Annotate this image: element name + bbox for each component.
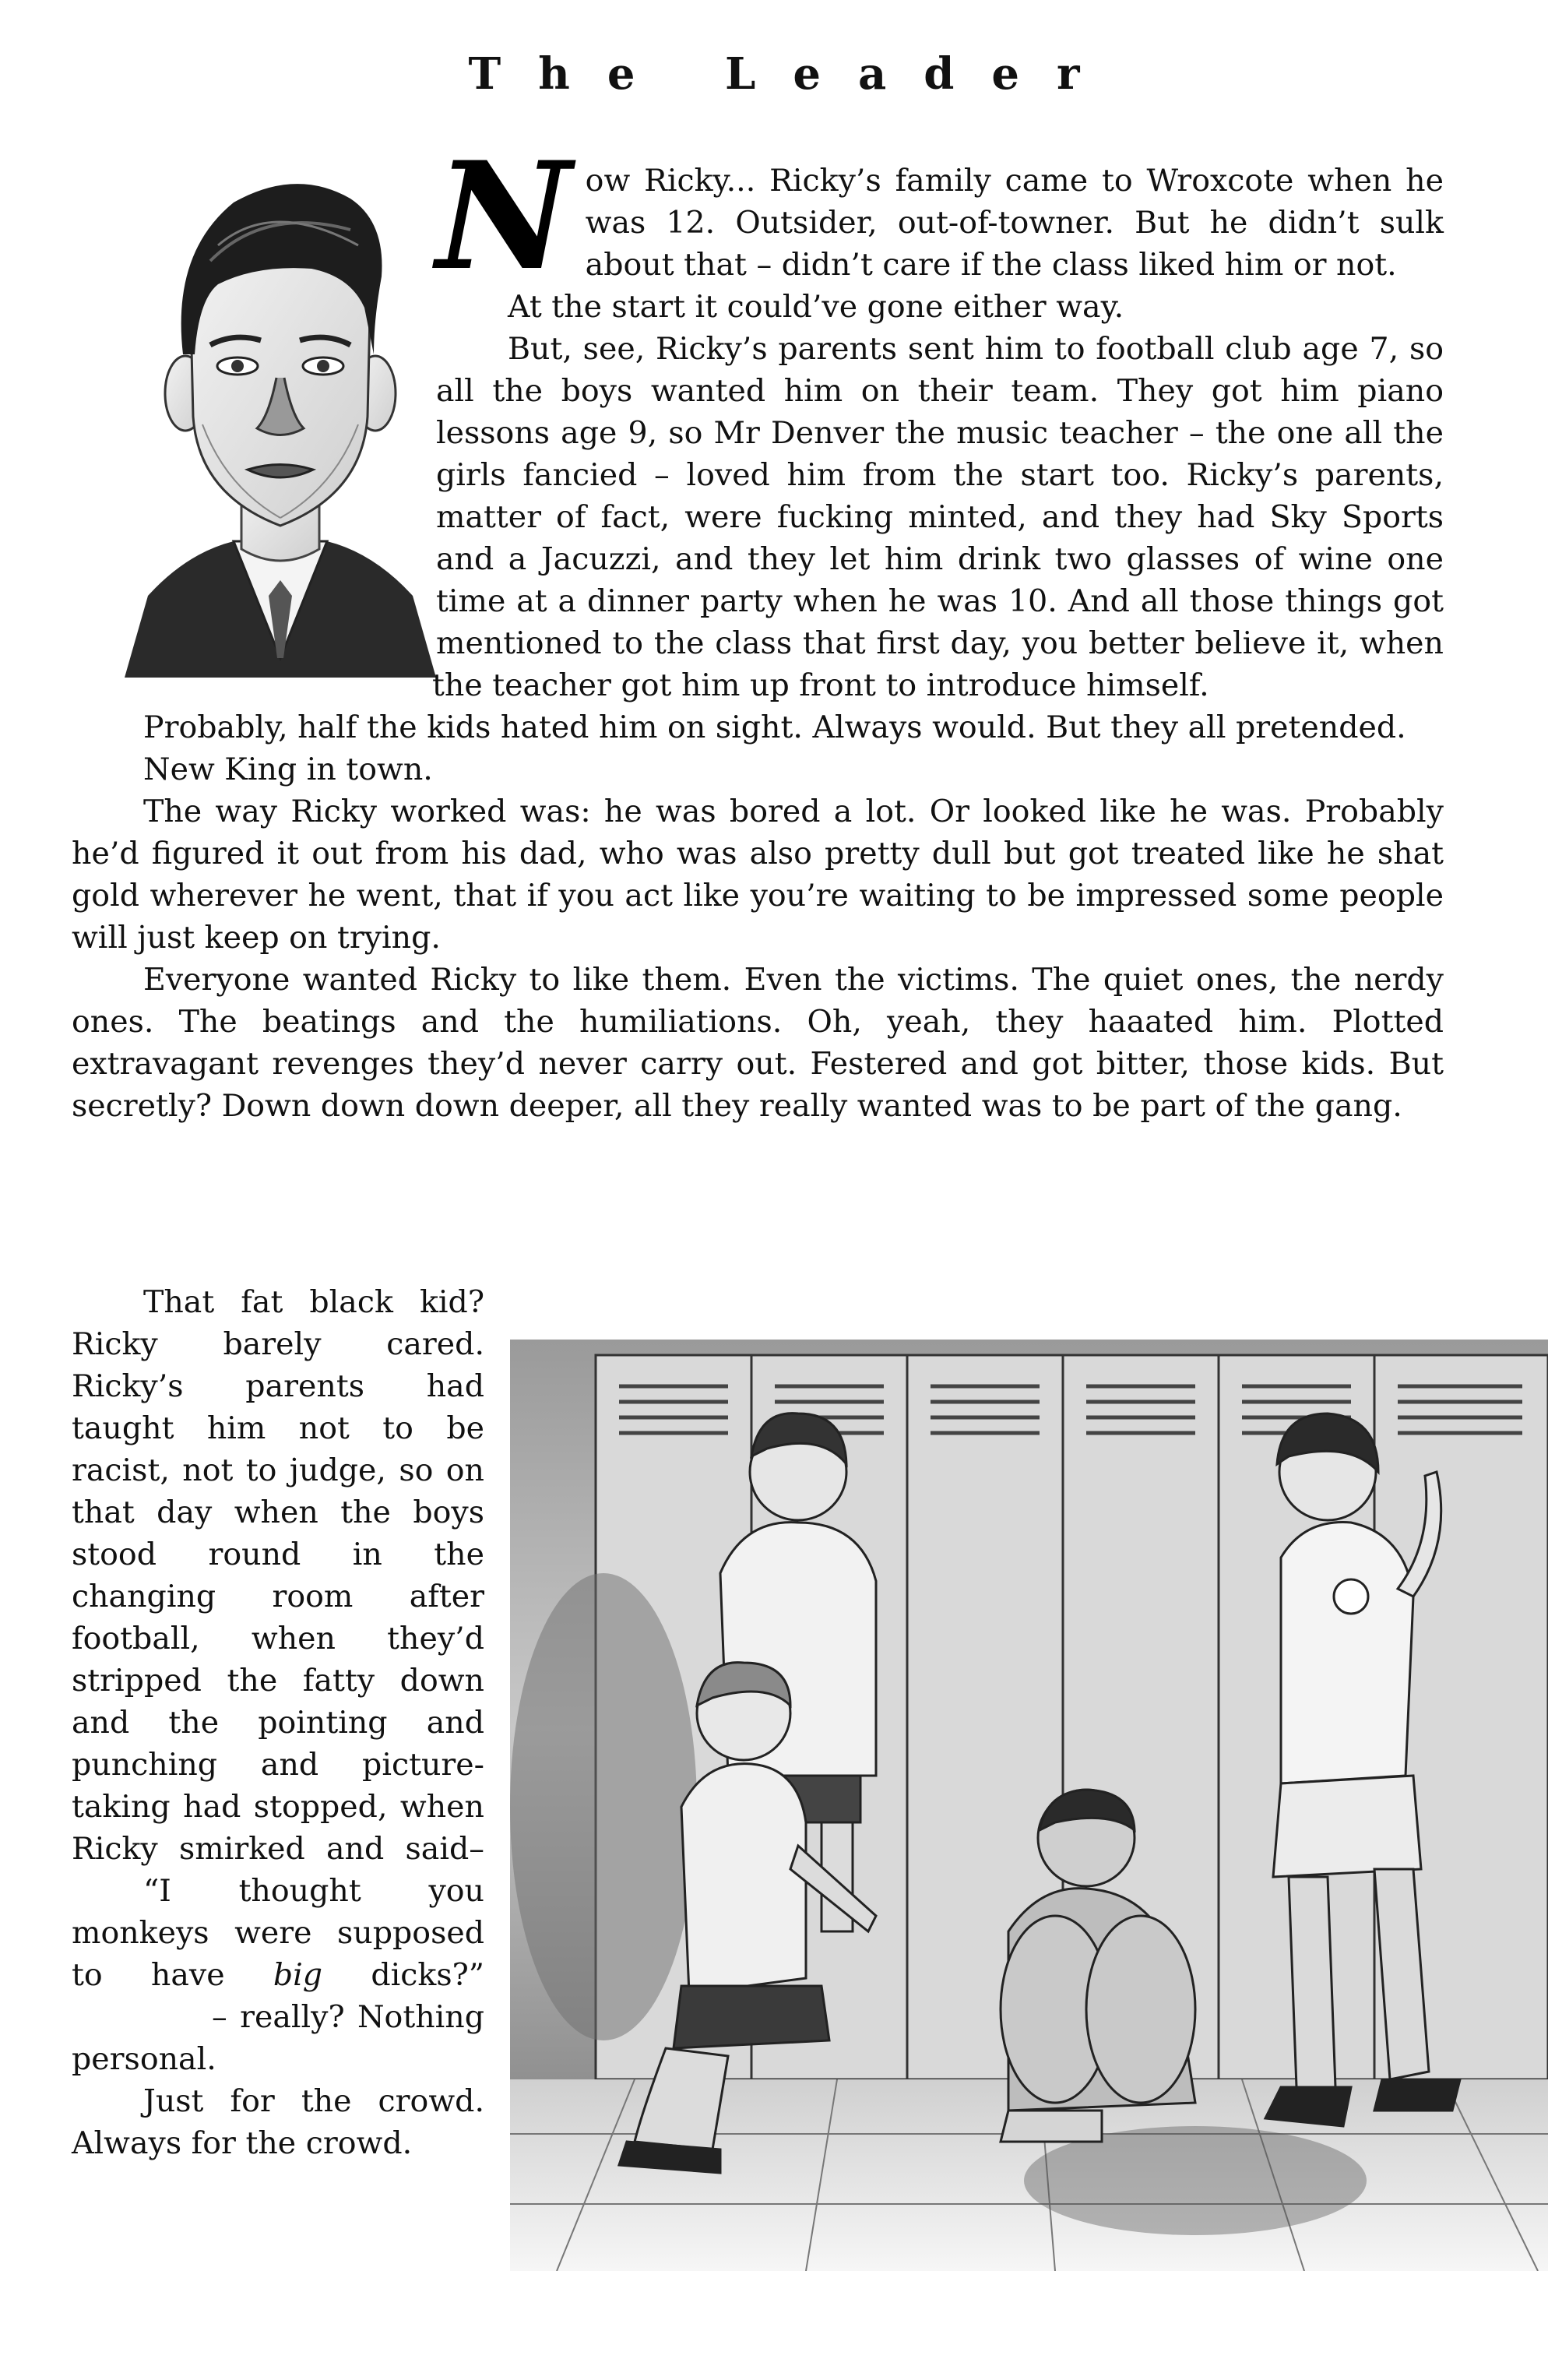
left-paragraph-1: That fat black kid? Ricky barely cared. Ricky’s parents had taught him not to be racist, not to judge, so on that day when the boys stood round in the changing room after football, when they’d stripped the fatty down and the pointing and punching and picture-taking had stopped, when Ricky smirked and said–	[72, 1284, 484, 1867]
paragraph-5: New King in town.	[143, 752, 433, 787]
paragraph-1: Now Ricky... Ricky’s family came to Wroxcote when he was 12. Outsider, out-of-towner. But he didn’t sulk about that – didn’t care if the class liked him or not.	[436, 129, 1444, 303]
paragraph-7: Everyone wanted Ricky to like them. Even the victims. The quiet ones, the nerdy ones. The beatings and the humiliations. Oh, yeah, they haaated him. Plotted extravagant revenges they’d never carry out. Festered and got bitter, those kids. But secretly? Down down down deeper, all they really wanted was to be part of the gang.	[72, 962, 1444, 1124]
page-title: The Leader	[468, 48, 1117, 100]
changing-room-illustration	[510, 1340, 1548, 2271]
paragraph-4: Probably, half the kids hated him on sight. Always would. But they all pretended.	[143, 709, 1406, 745]
paragraph-6: The way Ricky worked was: he was bored a lot. Or looked like he was. Probably he’d figured it out from his dad, who was also pretty dull but got treated like he shat gold wherever he went, that if you act like you’re waiting to be impressed some people will just keep on trying.	[72, 794, 1444, 956]
paragraph-2: At the start it could’ve gone either way.	[508, 289, 1124, 325]
left-text-column	[72, 1281, 484, 2164]
paragraph-3: But, see, Ricky’s parents sent him to football club age 7, so all the boys wanted him on their team. They got him piano lessons age 9, so Mr Denver the music teacher – the one all the girls fancied – loved him from the start too. Ricky’s parents, matter of fact, were fucking minted, and they had Sky Sports and a Jacuzzi, and they let him drink two glasses of wine one time at a dinner party when he was 10. And all those things got mentioned to the class that first day, you better believe it, when the teacher got him up front to introduce himself.	[432, 331, 1444, 703]
left-paragraph-3: – really? Nothing personal.	[72, 1999, 484, 2077]
left-paragraph-quote: “I thought you monkeys were supposed to have big dicks?”	[72, 1873, 484, 1993]
drop-cap: N	[436, 129, 572, 303]
portrait-wrap-space	[0, 160, 436, 689]
main-text-column	[72, 129, 1444, 1127]
left-paragraph-4: Just for the crowd. Always for the crowd.	[72, 2083, 484, 2161]
